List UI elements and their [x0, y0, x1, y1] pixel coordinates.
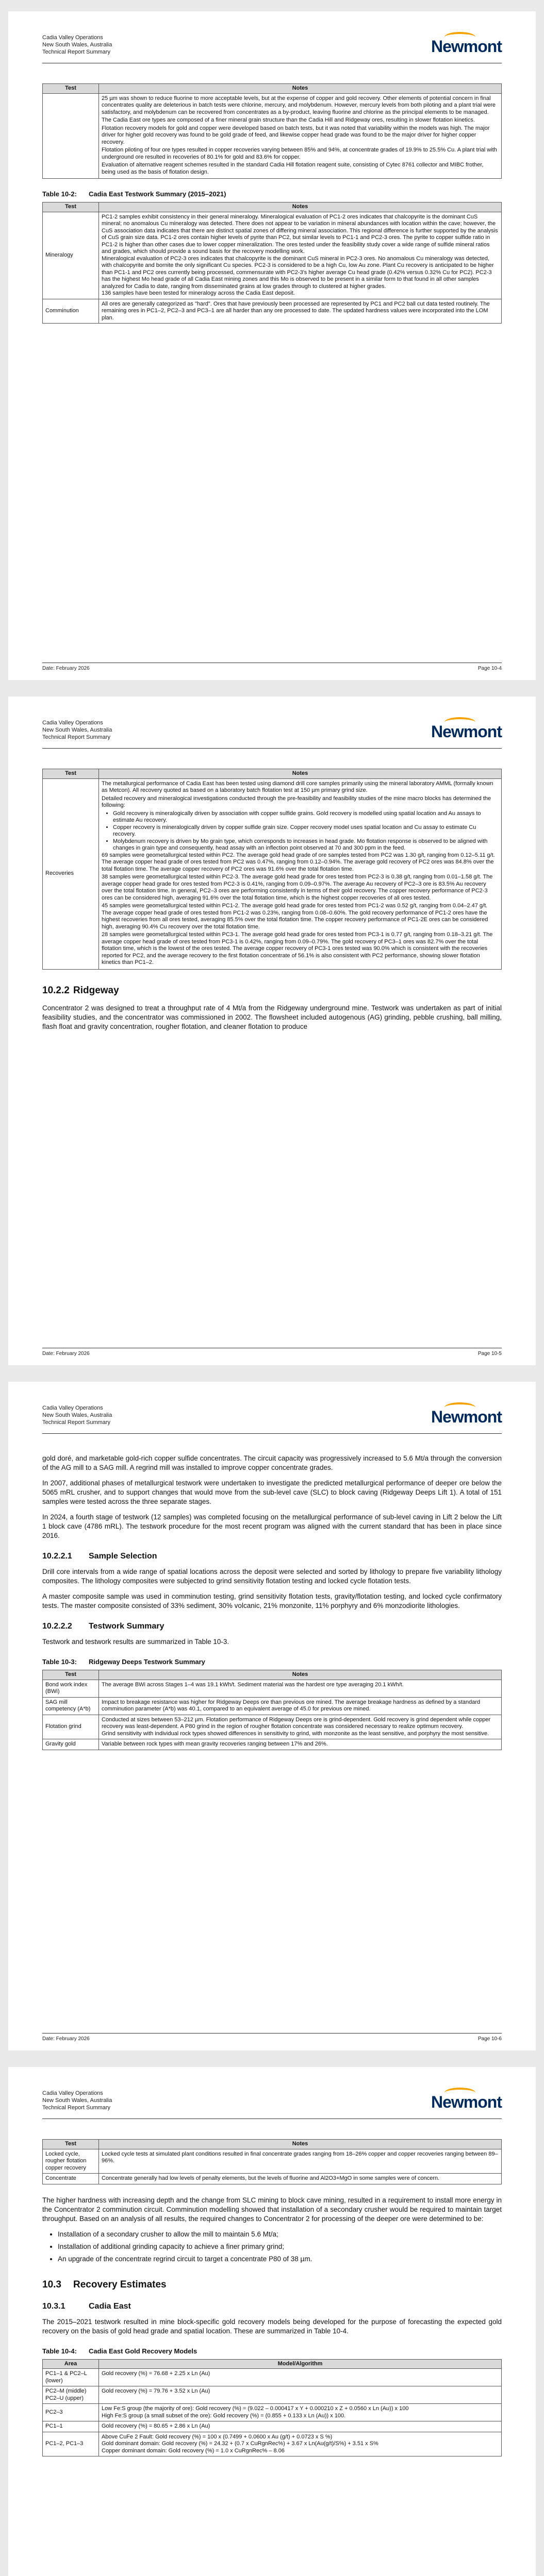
page-body [42, 1454, 502, 1750]
table-row [43, 2174, 502, 2184]
section-title: Recovery Estimates [73, 2279, 167, 2290]
area-label: PC1–1 & PC2–L (lower) [43, 2369, 99, 2386]
header-line: Technical Report Summary [42, 1419, 111, 1426]
page-4 [8, 2067, 536, 2576]
table-cell: Gold recovery (%) = 80.65 + 2.86 x Ln (Au) [99, 2421, 502, 2432]
test-label: SAG mill competency (A*b) [43, 1697, 99, 1715]
table-caption [42, 190, 502, 198]
col-header: Notes [99, 202, 502, 212]
logo-swoosh-icon [444, 1402, 475, 1413]
table-cell: PC1-2 samples exhibit consistency in their general mineralogy. Mineralogical evaluation of PC1-2 ores indicates that chalcopyrite is the dominant CuS mineral; no anomalous Cu mineralogy was detected. There does not appear to be variation in mineral abundances with location within the cave; however, the CuS association data indicates that there are distinct spatial zones of differing mineral association. This regional difference is further supported by the analysis of CuS grain size data. PC1-2 ores contain higher levels of pyrite than PC2, but similar levels to PC1-1 and PC2-3 ores. The pyrite to copper sulfide ratio in PC1-2 is higher than other cases due to lower copper mineralization. The ores tested under the feasibility study cover a wide range of sulfide mineral ratios and grades, which should provide a sound basis for the recovery modelling work. Mineralogical evaluation of PC2-3 ores indicates that chalcopyrite is the dominant CuS mineral in PC2-3 ores. No anomalous Cu mineralogy was detected, with chalcopyrite and bornite the only significant Cu species. PC2-3 is considered to be a high Cu, low Au zone. Plant Cu recovery is anticipated to be higher than PC1-1 and PC2 ores currently being processed, commensurate with PC2-3's higher average Cu head grade (0.42% versus 0.32% Cu for PC2). PC2-3 has the highest Mo head grade of all Cadia East mining zones and this Mo is observed to be present in a similar form to that found in all other samples analyzed for Cadia to date, ranging from disseminated grains at low grades through to clustered at higher grades. 136 samples have been tested for mineralogy across the Cadia East deposit. [99, 212, 502, 299]
table-row [43, 1715, 502, 1739]
test-label: Gravity gold [43, 1739, 99, 1750]
col-header: Area [43, 2359, 99, 2369]
page-header [42, 1404, 502, 1428]
header-line: New South Wales, Australia [42, 42, 112, 48]
table-cell: Conducted at sizes between 53–212 µm. Flotation performance of Ridgeway Deeps ore is grind-dependent. Gold recovery is grind dependent while copper recovery was least-dependent. A P80 grind in the region of rougher flotation concentrate was considered necessary to realize optimum recovery. Grind sensitivity with individual rock types showed differences in sensitivity to grind, with monzonite as the least sensitive, and porphyry the most sensitive. [99, 1715, 502, 1739]
bullet-list [42, 2230, 502, 2264]
section-title: Testwork Summary [89, 1622, 164, 1631]
page-header [42, 2090, 502, 2113]
list-item: • Gold recovery is mineralogically driven by association with copper sulfide grains. Gold recovery is modelled using spatial location and Au assays to estimate Au recovery. [113, 810, 499, 824]
note-paragraph: Detailed recovery and mineralogical investigations conducted through the pre-feasibility and feasibility studies of the mine macro blocks has determined the following: [102, 795, 491, 808]
table-caption [42, 2347, 502, 2355]
area-label: PC1–1 [43, 2421, 99, 2432]
subsection-heading [42, 1622, 502, 1631]
page-footer [42, 1351, 502, 1357]
table-row [43, 2386, 502, 2404]
table-row [43, 2421, 502, 2432]
col-header: Test [43, 769, 99, 779]
newmont-logo [431, 2093, 502, 2112]
test-label: Recoveries [43, 778, 99, 969]
section-title: Ridgeway [73, 985, 119, 996]
header-line: Technical Report Summary [42, 49, 111, 55]
table-10-2 [42, 202, 502, 324]
page-1 [8, 11, 536, 680]
body-paragraph: A master composite sample was used in comminution testing, grind sensitivity flotation tests, gravity/flotation testing, and locked cycle confirmatory tests. The master composite consisted of 33% sediment, 30% volcanic, 21% monzonite, 11% porphyry and 6% monzodiorite lithologies. [42, 1592, 502, 1609]
section-number: 10.2.2 [42, 985, 70, 996]
subsection-heading [42, 1552, 502, 1561]
bullet-list [102, 810, 499, 852]
table-cell: Variable between rock types with mean gravity recoveries ranging between 17% and 26%. [99, 1739, 502, 1750]
col-header: Notes [99, 84, 502, 94]
logo-swoosh-icon [444, 2088, 475, 2098]
note-paragraph: Flotation piloting of four ore types resulted in copper recoveries varying between 85% and 94%, at concentrate grades of 19.9% to 25.5% Cu. A plant trial with underground ore resulted in recoveries of 80.1% for gold and 83.6% for copper. [102, 147, 497, 160]
note-paragraph: 38 samples were geometallurgical tested within PC2-3. The average gold head grade for ores tested from PC2-3 is 0.38 g/t, ranging from 0.01–1.58 g/t. The average copper head grade for ores tested from PC2-3 is 0.41%, ranging from 0.09–0.97%. The average Au recovery of PC2–3 ore is 83.5% Au recovery over the total flotation time. In general, PC2–3 ores are performing consistently in terms of their gold recovery. The copper recovery performance of PC2-3 ores can be considered high, averaging 91.6% over the total flotation time, which is the highest copper recoveries of all ores tested. [102, 874, 493, 901]
body-paragraph: Concentrator 2 was designed to treat a throughput rate of 4 Mt/a from the Ridgeway underground mine. Testwork was undertaken as part of initial feasibility studies, and the concentrator was commissioned in 2002. The flowsheet included autogenous (AG) grinding, pebble crushing, ball milling, flash float and gravity concentration, rougher flotation, and cleaner flotation to produce [42, 1004, 502, 1030]
page-header [42, 34, 502, 58]
test-label: Locked cycle, rougher flotation copper recovery [43, 2149, 99, 2174]
page-body [42, 769, 502, 1038]
header-line: New South Wales, Australia [42, 2097, 112, 2104]
body-paragraph: gold doré, and marketable gold-rich copper sulfide concentrates. The circuit capacity was progressively increased to 5.6 Mt/a through the conversion of the AG mill to a SAG mill. A regrind mill was installed to improve copper concentrate grades. [42, 1454, 502, 1471]
table-row [43, 1697, 502, 1715]
footer-date: Date: February 2026 [42, 2036, 90, 2042]
page-footer [42, 2036, 502, 2042]
header-line: Cadia Valley Operations [42, 2090, 103, 2096]
col-header: Test [43, 202, 99, 212]
col-header: Notes [99, 1670, 502, 1680]
note-paragraph: 28 samples were geometallurgical tested within PC3-1. The average gold head grade for ores tested from PC3-1 is 0.77 g/t, ranging from 0.18–3.21 g/t. The average copper head grade of ores tested from PC3-1 is 0.42%, ranging from 0.09–0.79%. The gold recovery of PC3–1 ores was 82.7% over the total flotation time, which is the lowest of the ores tested. The average copper recovery of PC3-1 ores tested was 90.0% which is consistent with the recoveries reported for PC2, and the average recovery to the first flotation concentrate of 56.1% is also consistent with PC2 performance, showing slower flotation kinetics than PC1–2. [102, 931, 493, 965]
table-cell: Impact to breakage resistance was higher for Ridgeway Deeps ore than previous ore mined. The average breakage hardness as defined by a standard comminution parameter (A*b) was 40.1, compared to an equivalent average of 45.0 for previous ore mined. [99, 1697, 502, 1715]
logo-text: Newmont [431, 37, 502, 56]
section-number: 10.2.2.2 [42, 1622, 72, 1631]
area-label: PC2–3 [43, 2404, 99, 2421]
logo-swoosh-icon [444, 717, 475, 727]
body-paragraph: Drill core intervals from a wide range of spatial locations across the deposit were selected and sorted by lithology to prepare five variability lithology composites. The lithology composites were subjected to grind sensitivity flotation testing and locked cycle flotation tests. [42, 1568, 502, 1585]
page-number: Page 10-4 [477, 666, 502, 671]
area-label: PC1–2, PC1–3 [43, 2432, 99, 2456]
col-header: Notes [99, 769, 502, 779]
header-line: New South Wales, Australia [42, 727, 112, 733]
list-item: • Molybdenum recovery is driven by Mo grain type, which corresponds to increases in head grade. Mo flotation response is observed to be aligned with changes in grain type and consequently, head assay with an inflection point observed at 70 and 300 ppm in the feed. [113, 838, 499, 852]
footer-date: Date: February 2026 [42, 1351, 90, 1357]
table-cell: Above CuFe 2 Fault: Gold recovery (%) = 100 x (0.7499 + 0.0600 x Au (g/t) + 0.0723 x S %) Gold dominant domain: Gold recovery (%) = 24.32 + (0.7 x CuRgnRec%) + 3.67 x Ln(Au(g/t)/S%) + 3.51 x S% Copper dominant domain: Gold recovery (%) = 1.0 x CuRgnRec% – 8.06 [99, 2432, 502, 2456]
table-cell: Low Fe:S group (the majority of ore): Gold recovery (%) = (9.022 – 0.000417 x Y + 0.000210 x Z + 0.0560 x Ln (Au)) x 100 High Fe:S group (a small subset of the ore): Gold recovery (%) = (0.855 + 0.133 x Ln (Au)) x 100. [99, 2404, 502, 2421]
col-header: Test [43, 2140, 99, 2149]
logo-text: Newmont [431, 1408, 502, 1426]
table-cell: Gold recovery (%) = 79.76 + 3.52 x Ln (Au) [99, 2386, 502, 2404]
body-paragraph: Testwork and testwork results are summarized in Table 10-3. [42, 1638, 229, 1646]
caption-text: Ridgeway Deeps Testwork Summary [89, 1658, 205, 1666]
page-footer [42, 666, 502, 671]
body-paragraph: In 2024, a fourth stage of testwork (12 samples) was completed focusing on the metallurgical performance of sub-level caving in Lift 2 below the Lift 1 block cave (4786 mRL). The testwork procedure for the most recent program was aligned with the current standard that has been in place since 2016. [42, 1513, 502, 1539]
footer-date: Date: February 2026 [42, 666, 90, 671]
section-number: 10.3.1 [42, 2301, 65, 2311]
table-cell [99, 778, 502, 969]
note-paragraph: The metallurgical performance of Cadia East has been tested using diamond drill core samples primarily using the mineral laboratory AMML (formally known as Metcon). All recovery quoted as based on a laboratory batch flotation test at 150 µm primary grind size. [102, 780, 493, 793]
section-heading [42, 2279, 502, 2291]
caption-number: Table 10-4: [42, 2347, 77, 2355]
logo-text: Newmont [431, 2093, 502, 2111]
list-item: • Copper recovery is mineralogically driven by copper sulfide grain size. Copper recovery model uses spatial location and Cu assay to estimate Cu recovery. [113, 824, 499, 838]
table-cell: Gold recovery (%) = 76.68 + 2.25 x Ln (Au) [99, 2369, 502, 2386]
body-paragraph: The higher hardness with increasing depth and the change from SLC mining to block cave mining, resulted in a requirement to install more energy in the Concentrator 2 comminution circuit. Comminution modelling showed that installation of a secondary crusher would be required to maintain target throughput. Based on an analysis of all results, the required changes to Concentrator 2 for processing of the deeper ore were determined to be: [42, 2196, 502, 2223]
table-row [43, 2149, 502, 2174]
table-caption [42, 1658, 502, 1666]
test-label: Mineralogy [43, 212, 99, 299]
caption-text: Cadia East Gold Recovery Models [89, 2347, 197, 2355]
list-item: • Installation of a secondary crusher to allow the mill to maintain 5.6 Mt/a; [58, 2230, 502, 2239]
newmont-logo [431, 722, 502, 741]
page-number: Page 10-6 [477, 2036, 502, 2042]
table-cell: Locked cycle tests at simulated plant conditions resulted in final concentrate grades ranging from 18–26% copper and copper recoveries ranging between 89–96%. [99, 2149, 502, 2174]
newmont-logo [431, 1408, 502, 1427]
header-line: Cadia Valley Operations [42, 720, 103, 726]
table-10-1-continued [42, 83, 502, 179]
header-line: Cadia Valley Operations [42, 1405, 103, 1411]
note-paragraph: 69 samples were geometallurgical tested within PC2. The average gold head grade of ore samples tested from PC2 was 1.30 g/t, ranging from 0.12–5.11 g/t. The average copper head grade of ores tested from PC2 was 0.47%, ranging from 0.12–0.94%. The average gold recovery of PC2 ores was 84.8% over the total flotation time. The average copper recovery of PC2 ores was 91.6% over the total flotation time. [102, 852, 495, 872]
table-10-2-continued [42, 769, 502, 970]
page-body [42, 2139, 502, 2456]
logo-text: Newmont [431, 722, 502, 741]
note-paragraph: 25 µm was shown to reduce fluorine to more acceptable levels, but at the expense of copper and gold recovery. Other elements of potential concern in final concentrates quality are deleterious in batch tests were chlorine, mercury, and molybdenum. However, mercury levels from both piloting and a plant trial were satisfactory, and molybdenum can be recovered from concentrates as a by-product, leaving fluorine and chlorine as the principal elements to be managed. [102, 95, 496, 115]
body-paragraph: The 2015–2021 testwork resulted in mine block-specific gold recovery models being developed for the purpose of forecasting the expected gold recovery on the basis of gold head grade and spatial location. These are summarized in Table 10-4. [42, 2317, 502, 2335]
table-10-3 [42, 1670, 502, 1750]
subsection-heading [42, 2302, 502, 2311]
caption-number: Table 10-3: [42, 1658, 77, 1666]
col-header: Model/Algorithm [99, 2359, 502, 2369]
caption-text: Cadia East Testwork Summary (2015–2021) [89, 190, 226, 198]
test-label: Bond work index (BWi) [43, 1680, 99, 1697]
note-paragraph: Flotation recovery models for gold and copper were developed based on batch tests, but it was noted that variability within the models was high. The major driver for higher gold recovery was found to be gold grade of feed, and likewise copper head grade was found to be the major driver for higher copper recovery. [102, 125, 490, 145]
section-number: 10.3 [42, 2279, 61, 2290]
header-rule [42, 748, 502, 749]
page-2 [8, 697, 536, 1365]
test-label: Flotation grind [43, 1715, 99, 1739]
list-item: • An upgrade of the concentrate regrind circuit to target a concentrate P80 of 38 µm. [58, 2255, 502, 2264]
col-header: Test [43, 1670, 99, 1680]
page-header [42, 719, 502, 743]
section-title: Sample Selection [89, 1552, 157, 1561]
body-paragraph: In 2007, additional phases of metallurgical testwork were undertaken to investigate the predicted metallurgical performance of deeper ore below the 5065 mRL crusher, and to support changes that would move from the sub-level cave (SLC) to block caving (Ridgeway Deeps Lift 1). A total of 151 samples were tested across the three separate stages. [42, 1479, 502, 1505]
logo-swoosh-icon [444, 32, 475, 42]
table-row [43, 2432, 502, 2456]
table-cell [43, 93, 99, 179]
table-cell: The average BWi across Stages 1–4 was 19.1 kWh/t. Sediment material was the hardest ore type averaging 20.1 kWh/t. [99, 1680, 502, 1697]
section-heading [42, 985, 502, 996]
table-10-4 [42, 2359, 502, 2457]
section-number: 10.2.2.1 [42, 1552, 72, 1561]
table-row [43, 1739, 502, 1750]
test-label: Concentrate [43, 2174, 99, 2184]
section-title: Cadia East [89, 2301, 131, 2311]
col-header: Test [43, 84, 99, 94]
header-line: Technical Report Summary [42, 734, 111, 740]
list-item: • Installation of additional grinding capacity to achieve a finer primary grind; [58, 2242, 502, 2251]
caption-number: Table 10-2: [42, 190, 77, 198]
newmont-logo [431, 37, 502, 56]
header-rule [42, 1433, 502, 1434]
table-10-3-continued [42, 2139, 502, 2184]
header-line: New South Wales, Australia [42, 1412, 112, 1418]
area-label: PC2–M (middle) PC2–U (upper) [43, 2386, 99, 2404]
header-line: Technical Report Summary [42, 2105, 111, 2111]
table-row [43, 1680, 502, 1697]
table-row [43, 2369, 502, 2386]
note-paragraph: Evaluation of alternative reagent schemes resulted in the standard Cadia Hill flotation reagent suite, consisting of Cytec 8761 collector and MIBC frother, being used as the basis of flotation design. [102, 162, 484, 175]
header-line: Cadia Valley Operations [42, 35, 103, 41]
col-header: Notes [99, 2140, 502, 2149]
table-cell: All ores are generally categorized as "hard". Ores that have previously been processed are represented by PC1 and PC2 ball cut data tested routinely. The remaining ores in PC1–2, PC2–3 and PC3–1 are all harder than any ore processed to date. The updated hardness values were incorporated into the LOM plan. [99, 299, 502, 324]
page-number: Page 10-5 [477, 1351, 502, 1357]
note-paragraph: The Cadia East ore types are composed of a finer mineral grain structure than the Cadia Hill and Ridgeway ores, resulting in slower flotation kinetics. [102, 117, 475, 123]
table-row [43, 2404, 502, 2421]
test-label: Comminution [43, 299, 99, 324]
table-cell [99, 93, 502, 179]
table-cell: Concentrate generally had low levels of penalty elements, but the levels of fluorine and Al2O3+MgO in some samples were of concern. [99, 2174, 502, 2184]
page-3 [8, 1382, 536, 2050]
note-paragraph: 45 samples were geometallurgical tested within PC1-2. The average gold head grade for ores tested from PC1-2 was 0.52 g/t, ranging from 0.04–2.47 g/t. The average copper head grade of ores tested from PC1-2 was 0.23%, ranging from 0.08–0.60%. The gold recovery performance of PC1-2 ores have the highest recoveries from all ores tested, averaging 85.5% over the total flotation time. The copper recovery performance of PC1-2E ores can be considered high, averaging 90.4% Cu recovery over the total flotation time. [102, 903, 488, 930]
page-body [42, 83, 502, 324]
